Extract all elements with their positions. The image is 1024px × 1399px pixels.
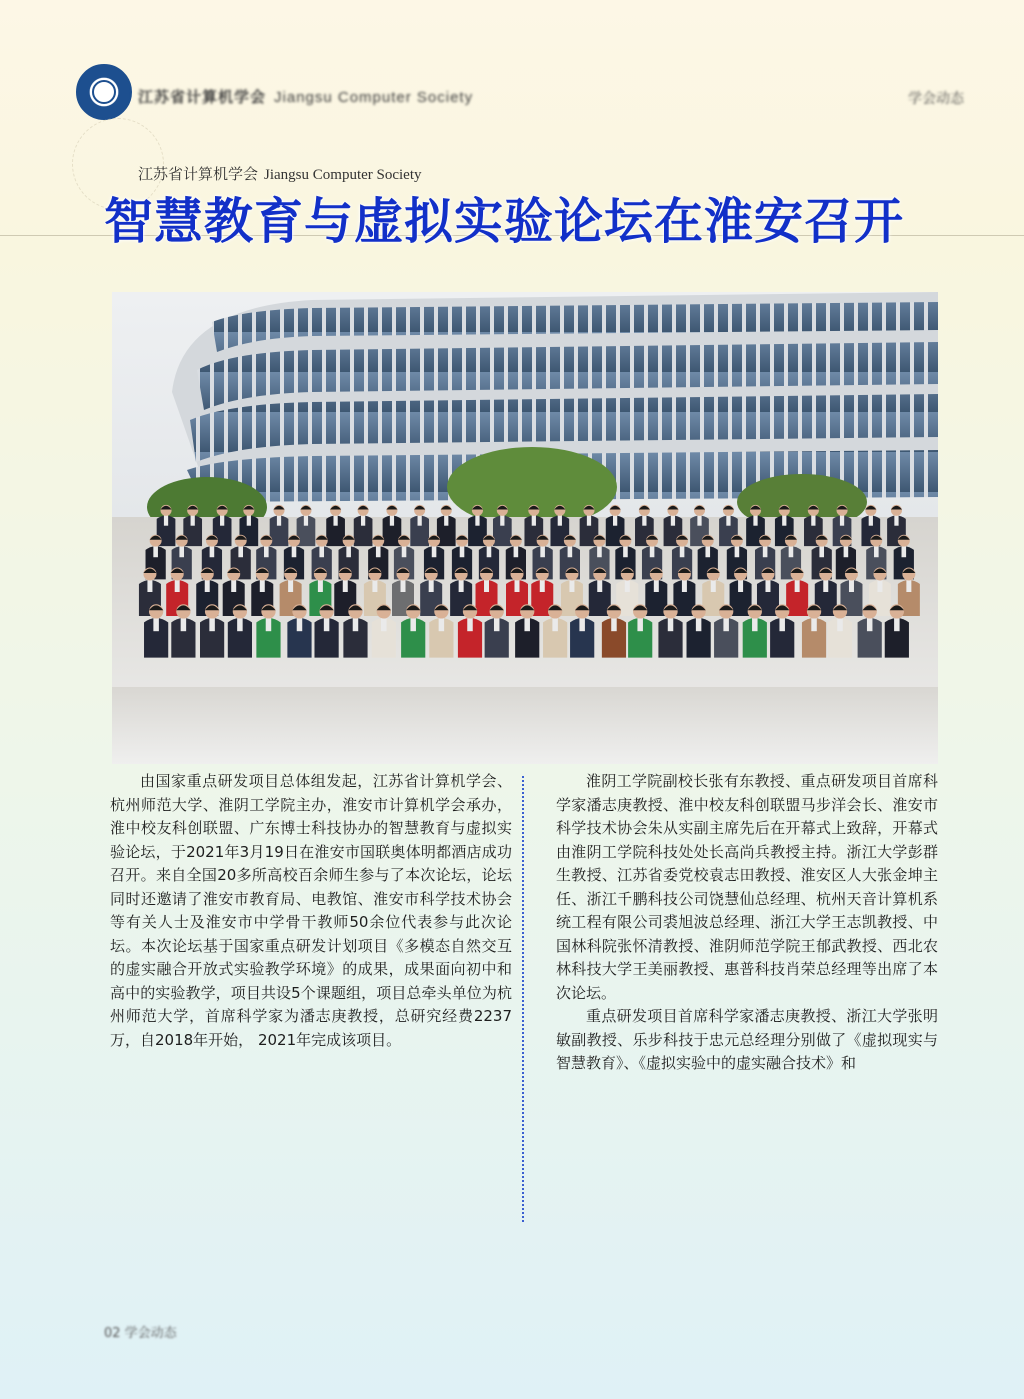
person-shirt — [696, 618, 702, 631]
person-shirt — [400, 580, 405, 592]
person-shirt — [319, 546, 324, 557]
person-shirt — [353, 618, 359, 631]
person-shirt — [763, 546, 768, 557]
person-shirt — [346, 546, 351, 557]
person-shirt — [484, 580, 489, 592]
society-logo-icon — [76, 64, 132, 120]
person-shirt — [540, 546, 545, 557]
person-shirt — [837, 618, 843, 631]
person-shirt — [623, 546, 628, 557]
person-shirt — [205, 580, 210, 592]
person-shirt — [789, 546, 794, 557]
person-shirt — [164, 516, 168, 526]
person-shirt — [153, 546, 158, 557]
person-shirt — [175, 580, 180, 592]
person-shirt — [288, 580, 293, 592]
person-shirt — [650, 546, 655, 557]
person-shirt — [318, 580, 323, 592]
person-shirt — [376, 546, 381, 557]
right-paragraph-1: 淮阴工学院副校长张有东教授、重点研发项目首席科学家潘志庚教授、淮中校友科创联盟马步洋会长、淮安市科学技术协会朱从实副主席先后在开幕式上致辞，开幕式由淮阴工学院科技处处长高尚兵教授主持。浙江大学彭群生教授、江苏省委党校袁志田教授、淮安区人大张金坤主任、浙江千鹏科技公司饶慧仙总经理、杭州天音计算机系统工程有限公司裘旭波总经理、浙江大学王志凯教授、中国林科院张怀清教授、淮阴师范学院王郁武教授、西北农林科技大学王美丽教授、惠普科技肖荣总经理等出席了本次论坛。 — [556, 772, 938, 1002]
person-shirt — [558, 516, 562, 526]
person-shirt — [381, 618, 387, 631]
person-shirt — [668, 618, 674, 631]
subheader — [138, 163, 422, 184]
person-shirt — [238, 546, 243, 557]
person-shirt — [487, 546, 492, 557]
person-shirt — [467, 618, 473, 631]
header-society-cn: 江苏省计算机学会 — [138, 88, 267, 106]
subheader-society-cn: 江苏省计算机学会 — [138, 165, 259, 183]
person-shirt — [819, 546, 824, 557]
person-shirt — [459, 580, 464, 592]
person-shirt — [179, 546, 184, 557]
person-shirt — [209, 618, 215, 631]
person-shirt — [429, 580, 434, 592]
person-shirt — [220, 516, 224, 526]
right-paragraph-2: 重点研发项目首席科学家潘志庚教授、浙江大学张明敏副教授、乐步科技于忠元总经理分别做了《虚拟现实与智慧教育》、《虚拟实验中的虚实融合技术》和 — [556, 1007, 938, 1072]
person-shirt — [811, 516, 815, 526]
header-society-en: Jiangsu Computer Society — [274, 89, 474, 106]
person-shirt — [844, 546, 849, 557]
person-shirt — [247, 516, 251, 526]
person-shirt — [147, 580, 152, 592]
person-shirt — [906, 580, 911, 592]
person-shirt — [779, 618, 785, 631]
person-shirt — [361, 516, 365, 526]
person-shirt — [181, 618, 187, 631]
group-photo-illustration — [112, 292, 938, 764]
person-shirt — [260, 580, 265, 592]
person-shirt — [277, 516, 281, 526]
article-title: 智慧教育与虚拟实验论坛在淮安召开 — [104, 192, 905, 250]
person-shirt — [569, 580, 574, 592]
person-shirt — [723, 618, 729, 631]
person-shirt — [625, 580, 630, 592]
person-shirt — [682, 580, 687, 592]
person-shirt — [231, 580, 236, 592]
person-shirt — [494, 618, 500, 631]
person-shirt — [514, 546, 519, 557]
header-page-tag: 学会动态 — [908, 91, 964, 107]
person-shirt — [613, 516, 617, 526]
person-shirt — [372, 580, 377, 592]
person-shirt — [324, 618, 330, 631]
person-shirt — [292, 546, 297, 557]
person-shirt — [266, 618, 272, 631]
person-shirt — [867, 618, 873, 631]
person-shirt — [849, 580, 854, 592]
column-divider — [522, 776, 524, 1222]
person-shirt — [823, 580, 828, 592]
person-shirt — [432, 546, 437, 557]
person-shirt — [540, 580, 545, 592]
person-shirt — [711, 580, 716, 592]
person-shirt — [191, 516, 195, 526]
person-shirt — [333, 516, 337, 526]
person-shirt — [153, 618, 159, 631]
person-shirt — [304, 516, 308, 526]
person-shirt — [795, 580, 800, 592]
person-shirt — [524, 618, 530, 631]
group-photo — [112, 292, 938, 764]
person-shirt — [343, 580, 348, 592]
person-shirt — [637, 618, 643, 631]
person-shirt — [515, 580, 520, 592]
person-shirt — [597, 580, 602, 592]
person-shirt — [500, 516, 504, 526]
person-shirt — [726, 516, 730, 526]
person-shirt — [697, 516, 701, 526]
person-shirt — [418, 516, 422, 526]
person-shirt — [738, 580, 743, 592]
person-shirt — [671, 516, 675, 526]
person-shirt — [587, 516, 591, 526]
person-shirt — [297, 618, 303, 631]
person-shirt — [705, 546, 710, 557]
person-shirt — [874, 546, 879, 557]
person-shirt — [869, 516, 873, 526]
person-shirt — [597, 546, 602, 557]
person-shirt — [264, 546, 269, 557]
person-shirt — [877, 580, 882, 592]
person-shirt — [894, 618, 900, 631]
person-shirt — [568, 546, 573, 557]
article-left-column — [110, 770, 512, 1052]
person-shirt — [552, 618, 558, 631]
person-shirt — [210, 546, 215, 557]
person-shirt — [735, 546, 740, 557]
person-shirt — [532, 516, 536, 526]
person-shirt — [475, 516, 479, 526]
person-shirt — [579, 618, 585, 631]
person-shirt — [753, 516, 757, 526]
person-shirt — [642, 516, 646, 526]
person-shirt — [782, 516, 786, 526]
person-shirt — [752, 618, 758, 631]
person-shirt — [894, 516, 898, 526]
person-shirt — [654, 580, 659, 592]
person-shirt — [611, 618, 617, 631]
header-society-name — [138, 86, 473, 107]
left-paragraph: 由国家重点研发项目总体组发起，江苏省计算机学会、杭州师范大学、淮阴工学院主办，淮安市计算机学会承办，淮中校友科创联盟、广东博士科技协办的智慧教育与虚拟实验论坛，于2021年3月19日在淮安市国联奥体明都酒店成功召开。来自全国20多所高校百余师生参与了本次论坛，论坛同时还邀请了淮安市教育局、电教馆、淮安市科学技术协会等有关人士及淮安市中学骨干教师50余位代表参与此次论坛。本次论坛基于国家重点研发计划项目《多模态自然交互的虚实融合开放式实验教学环境》的成果，成果面向初中和高中的实验教学，项目共设5个课题组，项目总牵头单位为杭州师范大学，首席科学家为潘志庚教授，总研究经费2237万，自2018年开始， 2021年完成该项目。 — [110, 772, 512, 1049]
person-shirt — [902, 546, 907, 557]
article-right-column — [556, 770, 938, 1076]
person-shirt — [390, 516, 394, 526]
subheader-society-en: Jiangsu Computer Society — [264, 167, 422, 183]
person-shirt — [811, 618, 817, 631]
person-shirt — [444, 516, 448, 526]
person-shirt — [237, 618, 243, 631]
person-shirt — [840, 516, 844, 526]
person-shirt — [402, 546, 407, 557]
person-shirt — [680, 546, 685, 557]
person-shirt — [439, 618, 445, 631]
person-shirt — [460, 546, 465, 557]
person-shirt — [410, 618, 416, 631]
page-footer: 02 学会动态 — [104, 1326, 177, 1341]
person-shirt — [765, 580, 770, 592]
